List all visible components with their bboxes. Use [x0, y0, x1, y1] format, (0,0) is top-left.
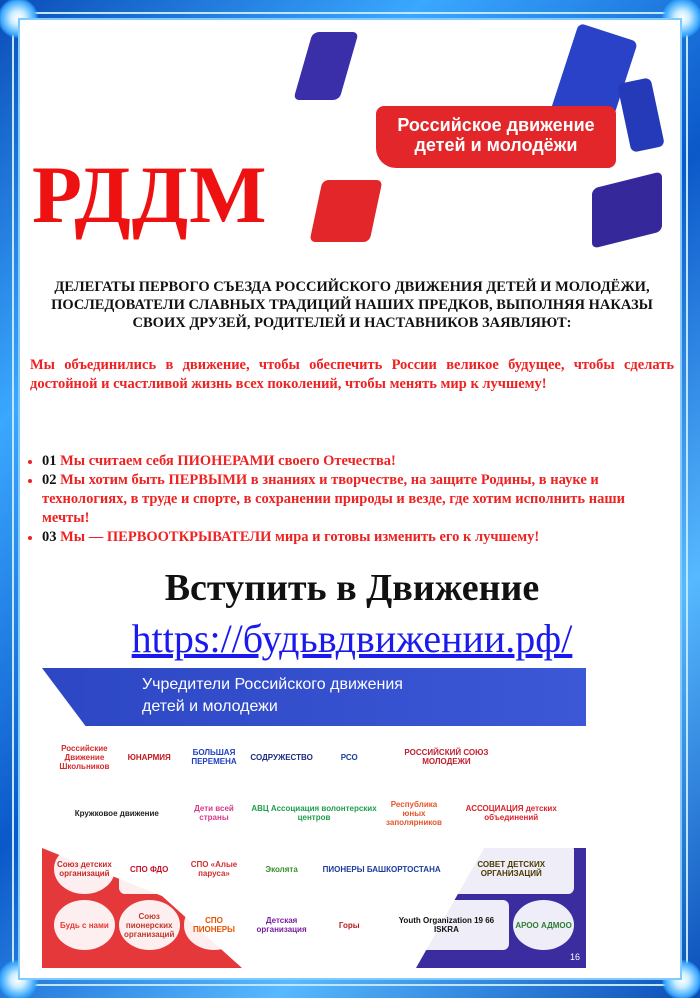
founder-logo: Youth Organization 19 66 ISKRA: [384, 900, 510, 950]
point-number: 01: [42, 453, 57, 469]
slide-page-number: 16: [569, 952, 580, 962]
founder-logo: Детская организация: [248, 900, 314, 950]
founder-logo: АССОЦИАЦИЯ детских объединений: [448, 788, 574, 838]
decor-shape: [592, 171, 662, 248]
founder-logos: [54, 732, 574, 950]
decor-shape: [617, 77, 665, 153]
founder-logo: Будь с нами: [54, 900, 115, 950]
decor-shape: [309, 180, 382, 242]
join-link[interactable]: https://будьвдвижении.рф/: [131, 616, 573, 661]
founder-logo: Эколята: [248, 844, 314, 894]
founder-logo: Союз пионерских организаций: [119, 900, 180, 950]
founder-logo: АРОО АДМОО: [513, 900, 574, 950]
founder-logo: СОДРУЖЕСТВО: [248, 732, 314, 782]
slide-title-line2: детей и молодежи: [142, 698, 278, 715]
founders-slide: [42, 668, 586, 968]
slide-title: [142, 674, 562, 718]
founder-logo: СОВЕТ ДЕТСКИХ ОРГАНИЗАЦИЙ: [448, 844, 574, 894]
founder-logo: СПО ПИОНЕРЫ: [184, 900, 245, 950]
founder-logo: Республика юных заполярников: [384, 788, 445, 838]
declaration-heading: ДЕЛЕГАТЫ ПЕРВОГО СЪЕЗДА РОССИЙСКОГО ДВИЖЕНИЯ ДЕТЕЙ И МОЛОДЁЖИ, ПОСЛЕДОВАТЕЛИ СЛАВНЫХ ТРАДИЦИЙ НАШИХ ПРЕДКОВ, ВЫПОЛНЯЯ НАКАЗЫ СВОИХ ДРУЗЕЙ, РОДИТЕЛЕЙ И НАСТАВНИКОВ ЗАЯВЛЯЮТ:: [51, 279, 653, 331]
point-text: Мы — ПЕРВООТКРЫВАТЕЛИ мира и готовы изменить его к лучшему!: [60, 529, 540, 545]
founder-logo: СПО ФДО: [119, 844, 180, 894]
point-number: 02: [42, 472, 57, 488]
founder-logo: Союз детских организаций: [54, 844, 115, 894]
slide-title-line1: Учредители Российского движения: [142, 676, 403, 693]
point-text: Мы считаем себя ПИОНЕРАМИ своего Отечества!: [60, 453, 396, 469]
rddm-logo: [376, 106, 616, 168]
founder-logo: Кружковое движение: [54, 788, 180, 838]
founder-logo: АВЦ Ассоциация волонтерских центров: [248, 788, 379, 838]
declaration-intro: Мы объединились в движение, чтобы обеспечить России великое будущее, чтобы сделать достойной и счастливой жизнь всех поколений, чтобы менять мир к лучшему!: [30, 357, 674, 392]
founder-logo: РОССИЙСКИЙ СОЮЗ МОЛОДЕЖИ: [384, 732, 510, 782]
founder-logo: Российские Движение Школьников: [54, 732, 115, 782]
founder-logo: БОЛЬШАЯ ПЕРЕМЕНА: [184, 732, 245, 782]
founder-logo: СПО «Алые паруса»: [184, 844, 245, 894]
founder-logo: ПИОНЕРЫ БАШКОРТОСТАНА: [319, 844, 445, 894]
declaration-points: [28, 452, 674, 547]
join-heading: Вступить в Движение: [164, 567, 540, 609]
list-item: [28, 528, 674, 547]
founder-logo: Горы: [319, 900, 380, 950]
founder-logo: РСО: [319, 732, 380, 782]
list-item: [28, 471, 674, 528]
logo-line1: Российское движение: [397, 115, 595, 135]
flyer-page: [18, 18, 682, 980]
point-text: Мы хотим быть ПЕРВЫМИ в знаниях и творчестве, на защите Родины, в науке и технологиях, в труде и спорте, в сохранении природы и везде, где хотим исполнить наши мечты!: [42, 472, 625, 526]
list-item: [28, 452, 674, 471]
decor-shape: [293, 32, 358, 100]
founder-logo: Дети всей страны: [184, 788, 245, 838]
point-number: 03: [42, 529, 57, 545]
founder-logo: ЮНАРМИЯ: [119, 732, 180, 782]
logo-line2: детей и молодёжи: [414, 135, 578, 155]
page-title: РДДМ: [32, 149, 268, 240]
